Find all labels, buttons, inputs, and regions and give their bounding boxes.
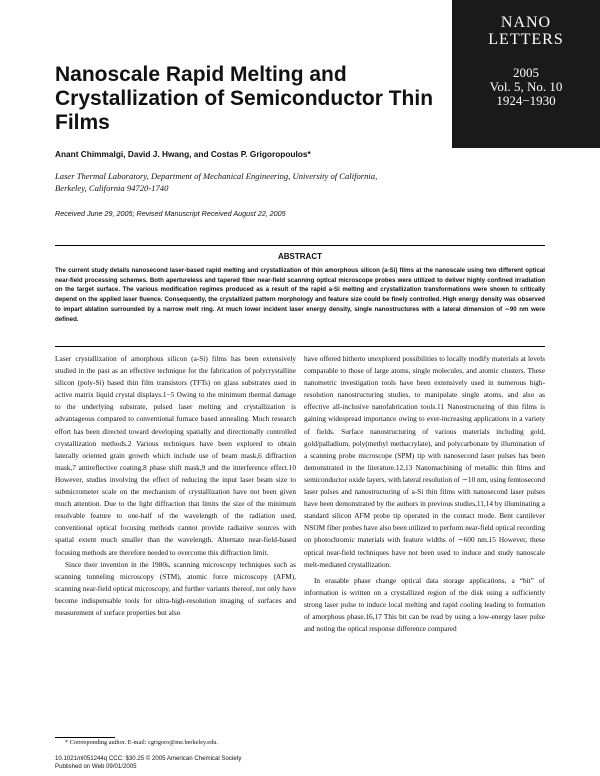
body-column-right <box>304 353 545 635</box>
paragraph: Since their invention in the 1980s, scanning microscopy techniques such as scanning tunneling microscopy (STM), atomic force microscopy (AFM), scanning near-field optical microscopy, and further variants thereof, not only have become indispensable tools for ultra-high-resolution imaging of surfaces and measurement of surface properties but also <box>55 559 296 617</box>
journal-volume: Vol. 5, No. 10 <box>489 79 563 94</box>
abstract-bottom-rule <box>55 346 545 347</box>
journal-year: 2005 <box>513 65 539 80</box>
affiliation: Laser Thermal Laboratory, Department of Mechanical Engineering, University of California, Berkeley, California 94720-1740 <box>55 171 378 193</box>
abstract-text: The current study details nanosecond laser-based rapid melting and crystallization of thin amorphous silicon (a-Si) films at the nanoscale using two different optical near-field processing schemes. Both apertureless and tapered fiber near-field scanning optical microscope probes were utilized to deliver highly confined irradiation on the target surface. The various modification regimes produced as a result of the rapid a-Si melting and crystallization transformations were shown to critically depend on the applied laser fluence. Consequently, the crystallized pattern morphology and feature size could be finely controlled. High energy density was observed to impart ablation surrounded by a narrow melt ring. At much lower incident laser energy density, single nanostructures with a lateral dimension of ∼90 nm were defined. <box>55 267 545 323</box>
journal-name-line2: LETTERS <box>488 31 564 48</box>
published-line: Published on Web 09/01/2005 <box>55 763 137 770</box>
journal-box <box>452 0 600 148</box>
body-column-left <box>55 353 296 619</box>
abstract-heading: ABSTRACT <box>278 252 322 261</box>
paragraph: have offered hitherto unexplored possibilities to locally modify materials at levels comparable to those of large atoms, single molecules, and atomic clusters. These nanometric investigation tools have been extensively used in numerous high-resolution nanostructuring studies, to manipulate single atoms, and also as effective all-inclusive nanofabrication tools.11 Nanostructuring of thin films is gaining widespread importance owing to ever-increasing applications in a variety of fields. Surface nanostructuring of various materials including gold, gold/palladium, poly(methyl methacrylate), and polycarbonate by illumination of a scanning probe microscope (SPM) tip with nanosecond laser pulses has been demonstrated in the literature.12,13 Nanomachining of metallic thin films and semiconductor oxide layers, with lateral resolution of ∼10 nm, using femtosecond laser pulses and nanostructuring of a-Si thin films with nanosecond laser pulses have been demonstrated by the authors in previous studies,11,14 by illuminating a standard silicon AFM probe tip operated in the contact mode. Bent cantilever NSOM fiber probes have also been utilized to perform near-field optical recording on photochromic materials with feature widths of ∼600 nm.15 However, these optical near-field techniques have not been used to induce and study nanoscale melt-mediated crystallization. <box>304 354 545 569</box>
paragraph: In erasable phase change optical data storage applications, a “bit” of information is written on a crystallized region of the disk using a sufficiently strong laser pulse to induce local melting and rapid cooling leading to formation of amorphous phase.16,17 This bit can be read by using a low-energy laser pulse and noting the optical response difference compared <box>304 575 545 634</box>
doi-line: 10.1021/nl051244q CCC: $30.25 © 2005 American Chemical Society <box>55 755 242 762</box>
abstract-top-rule <box>55 245 545 246</box>
paragraph: Laser crystallization of amorphous silicon (a-Si) films has been extensively studied in the past as an effective technique for the fabrication of polycrystalline silicon (poly-Si) based thin film transistors (TFTs) on glass substrates used in active matrix liquid crystal displays.1−5 Owing to the minimum thermal damage to the underlying substrate, pulsed laser melting and crystallization is advantageous compared to conventional furnace based annealing. Much research effort has been directed toward developing spatially and directionally controlled crystallization methods.2 Various techniques have been explored to obtain laterally oriented grain growth which include use of beam mask,6 diffraction mask,7 antireflective coating,8 phase shift mask,9 and the interference effect.10 However, studies involving the effect of reducing the input laser beam size to submicrometer scale on the mechanism of crystallization have not been given much attention. Due to the light diffraction that limits the size of the minimum resolvable feature to one-half of the wavelength of the radiation used, conventional optical focusing methods cannot provide radiative sources with spatial extent much smaller than the wavelength. Alternate near-field-based focusing methods are therefore needed to overcome this diffraction limit. <box>55 354 296 557</box>
authors: Anant Chimmalgi, David J. Hwang, and Costas P. Grigoropoulos* <box>55 149 311 159</box>
journal-name-line1: NANO <box>500 14 552 31</box>
journal-pages: 1924−1930 <box>496 93 556 108</box>
corresponding-author-footnote: * Corresponding author. E-mail: cgrigoro@me.berkeley.edu. <box>65 739 218 746</box>
article-title: Nanoscale Rapid Melting and Crystallization of Semiconductor Thin Films <box>55 63 434 134</box>
received-dates: Received June 29, 2005; Revised Manuscript Received August 22, 2005 <box>55 209 286 218</box>
footnote-rule <box>55 737 115 738</box>
